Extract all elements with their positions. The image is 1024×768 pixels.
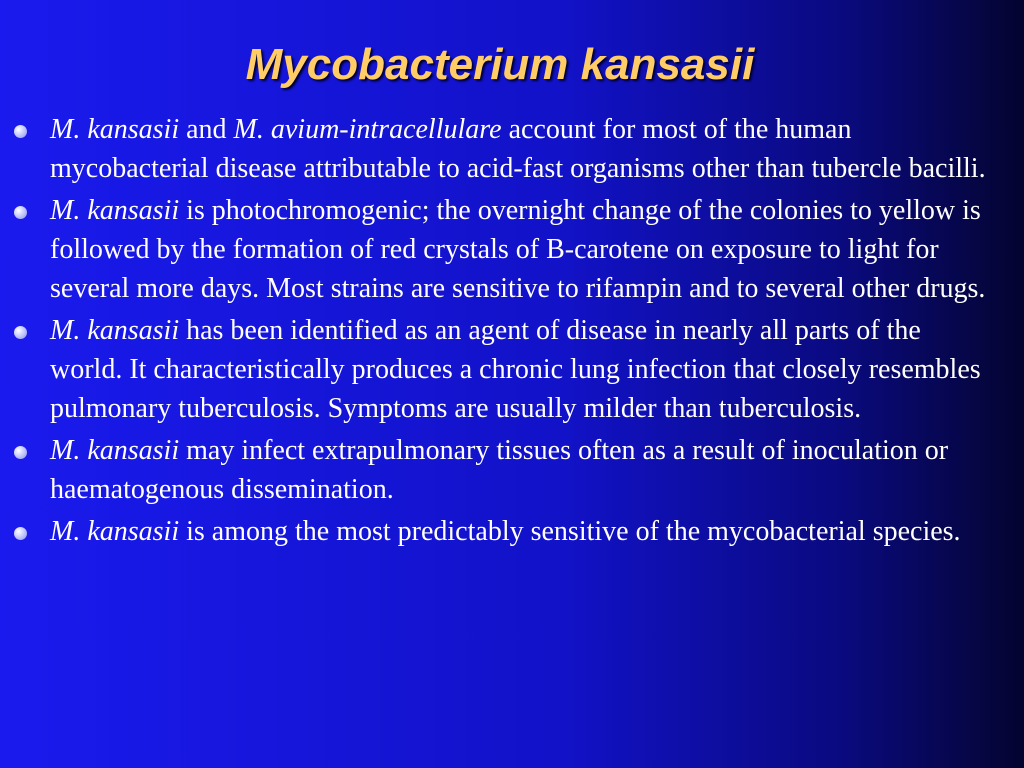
slide-title: Mycobacterium kansasii (245, 40, 755, 89)
species-name: M. kansasii (50, 195, 180, 226)
bullet-dot-icon (14, 527, 27, 540)
species-name: M. kansasii (50, 315, 180, 346)
connector-text: and (179, 114, 234, 145)
bullet-item-4 (14, 431, 999, 509)
bullet-item-3 (14, 311, 999, 428)
species-name: M. kansasii (50, 114, 180, 145)
bullet-item-5 (14, 512, 999, 551)
bullet-item-2 (14, 191, 999, 308)
bullet-dot-icon (14, 326, 27, 339)
bullet-text: is among the most predictably sensitive of the mycobacterial species. (179, 516, 961, 547)
bullet-dot-icon (14, 446, 27, 459)
bullet-text: may infect extrapulmonary tissues often as a result of inoculation or haematogenous dissemination. (50, 435, 949, 505)
bullet-list (14, 110, 999, 554)
bullet-dot-icon (14, 206, 27, 219)
bullet-text: account for most of the human mycobacterial disease attributable to acid-fast organisms other than tubercle bacilli. (50, 114, 986, 184)
bullet-text: is photochromogenic; the overnight change of the colonies to yellow is followed by the formation of red crystals of B-carotene on exposure to light for several more days. Most strains are sensitive to rifampin and to several other drugs. (50, 195, 986, 304)
bullet-text: has been identified as an agent of disease in nearly all parts of the world. It characteristically produces a chronic lung infection that closely resembles pulmonary tuberculosis. Symptoms are usually milder than tuberculosis. (50, 315, 981, 424)
species-name: M. kansasii (50, 435, 180, 466)
species-name: M. kansasii (50, 516, 180, 547)
bullet-dot-icon (14, 125, 27, 138)
species-name-2: M. avium-intracellulare (233, 114, 502, 145)
bullet-item-1 (14, 110, 999, 188)
